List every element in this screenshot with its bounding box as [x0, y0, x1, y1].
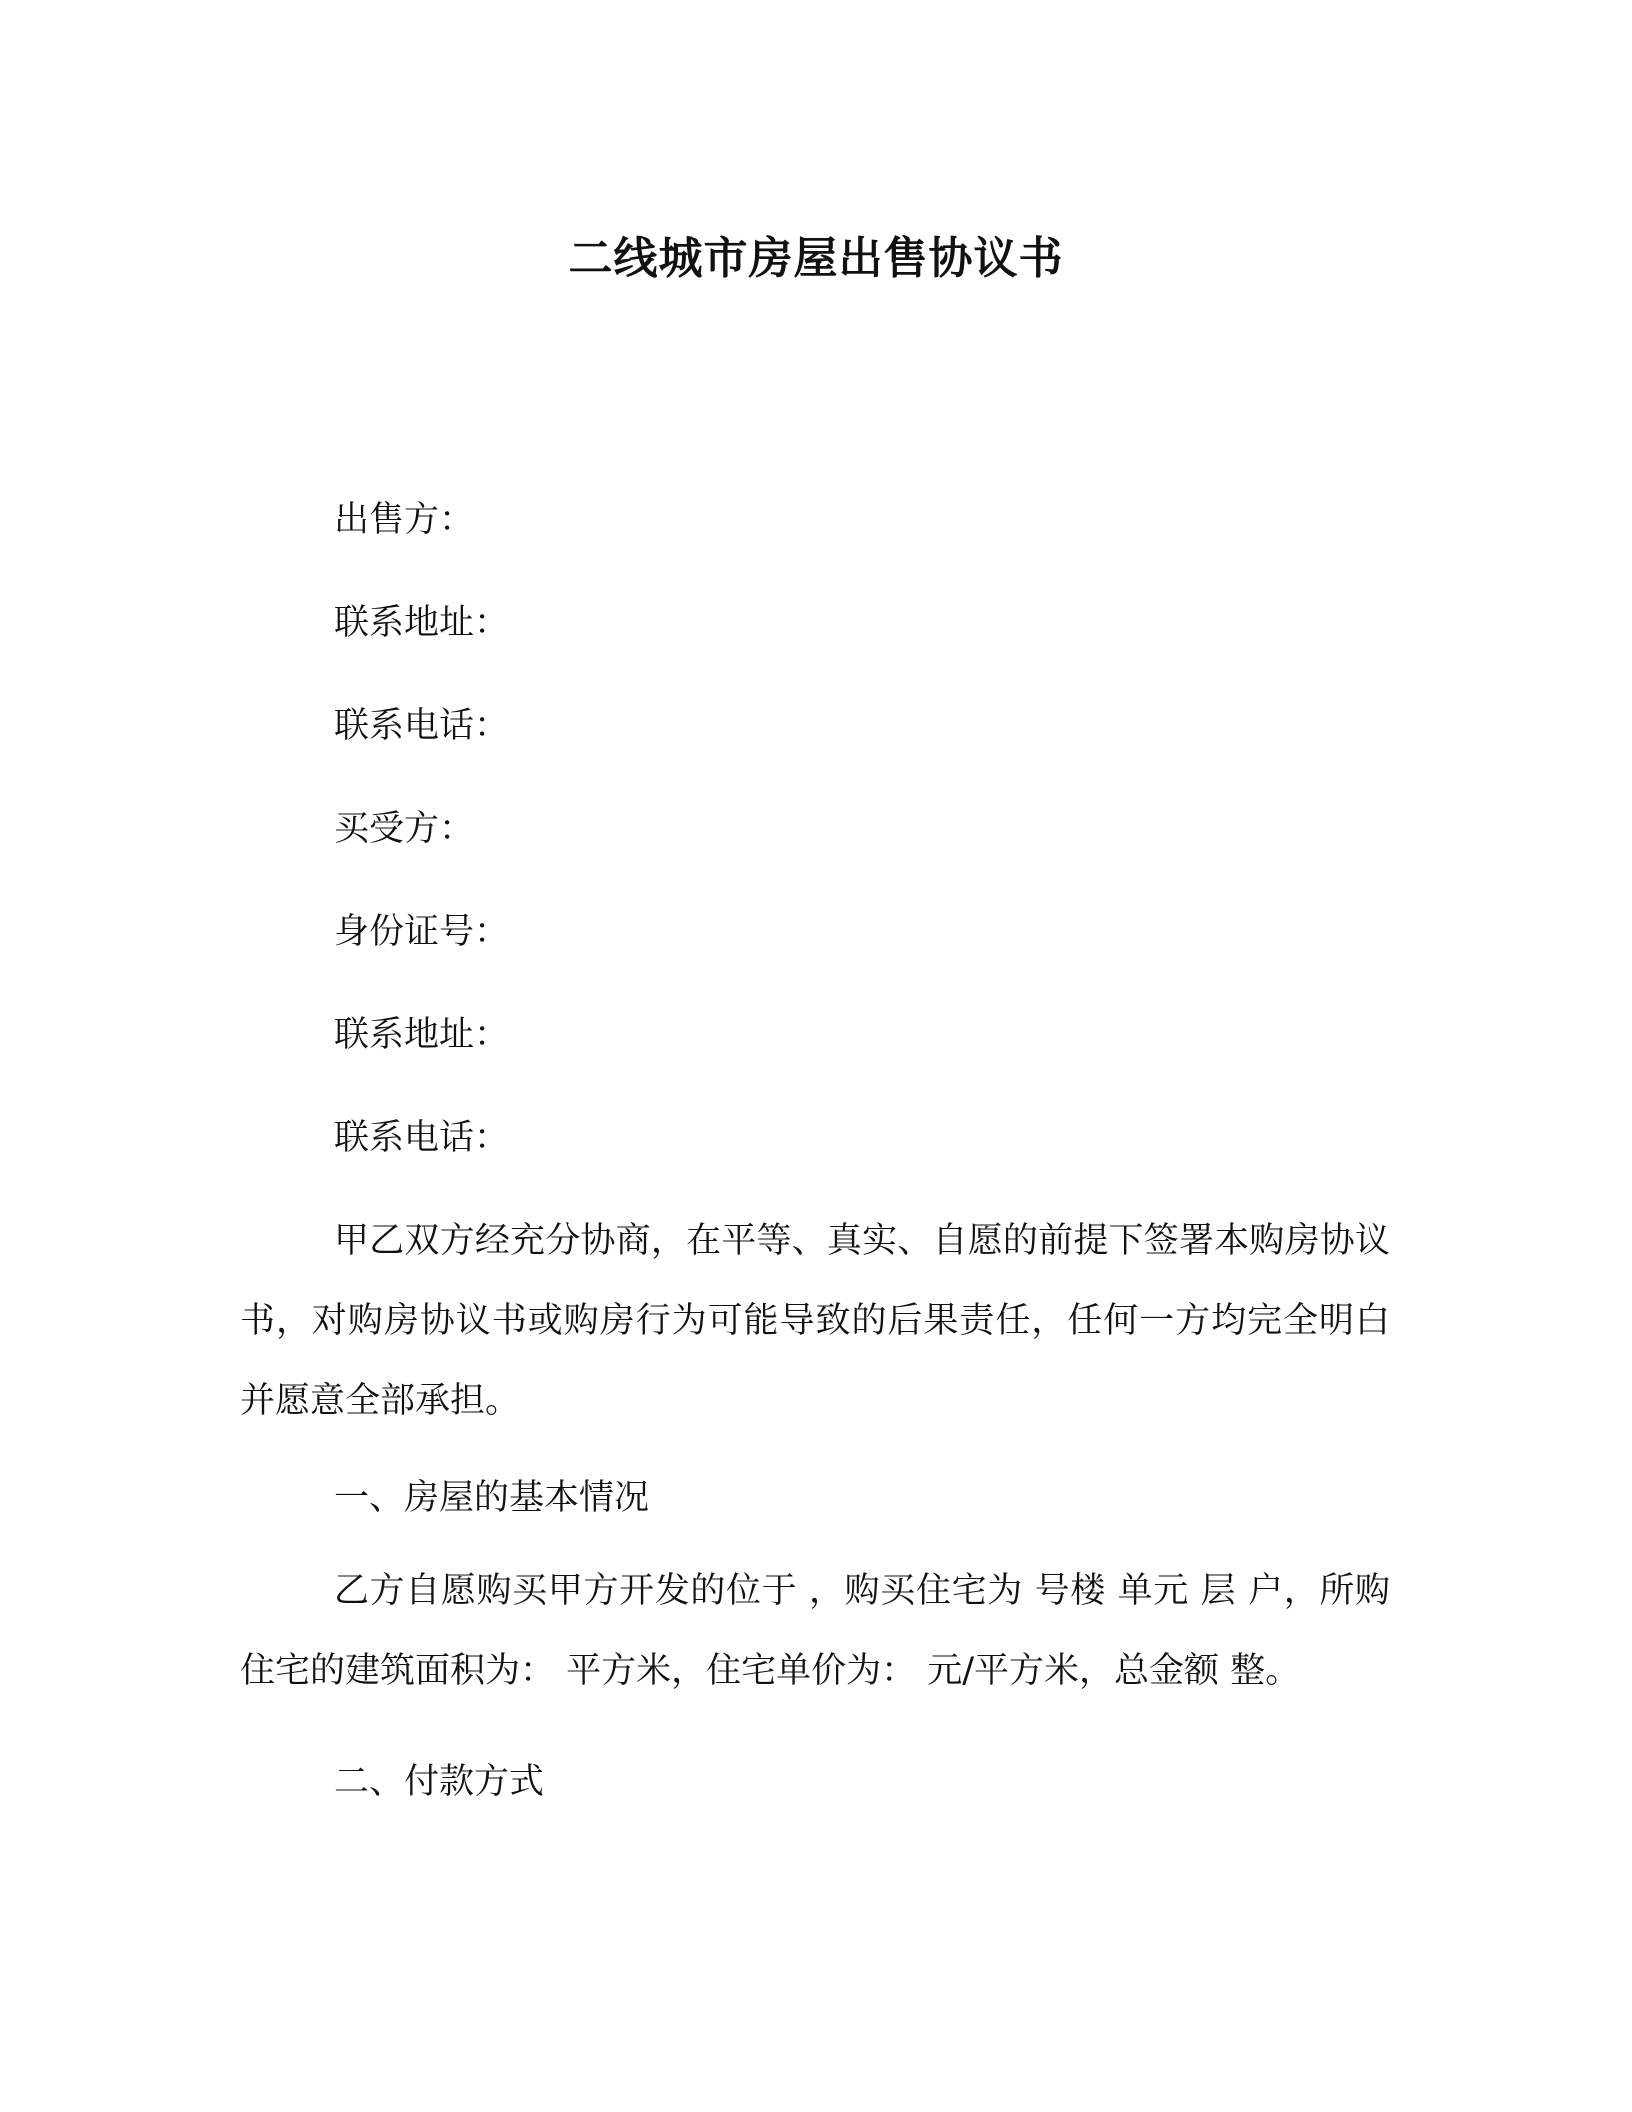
- section-2-heading: 二、付款方式: [334, 1762, 545, 1802]
- document-title: 二线城市房屋出售协议书: [568, 233, 1064, 284]
- buyer-label: 买受方：: [334, 809, 475, 849]
- section-1-paragraph: 乙方自愿购买甲方开发的位于 ，购买住宅为 号楼 单元 层 户，所购住宅的建筑面积为： 平方米，住宅单价为： 元/平方米，总金额 整。: [240, 1571, 1390, 1691]
- seller-label: 出售方：: [334, 500, 475, 540]
- seller-phone-label: 联系电话：: [334, 706, 510, 746]
- buyer-address-label: 联系地址：: [334, 1015, 510, 1055]
- seller-address-label: 联系地址：: [334, 603, 510, 643]
- intro-paragraph: 甲乙双方经充分协商，在平等、真实、自愿的前提下签署本购房协议书，对购房协议书或购房行为可能导致的后果责任，任何一方均完全明白并愿意全部承担。: [240, 1221, 1390, 1421]
- buyer-phone-label: 联系电话：: [334, 1118, 510, 1158]
- section-1-heading: 一、房屋的基本情况: [334, 1478, 650, 1518]
- buyer-id-number-label: 身份证号：: [334, 912, 510, 952]
